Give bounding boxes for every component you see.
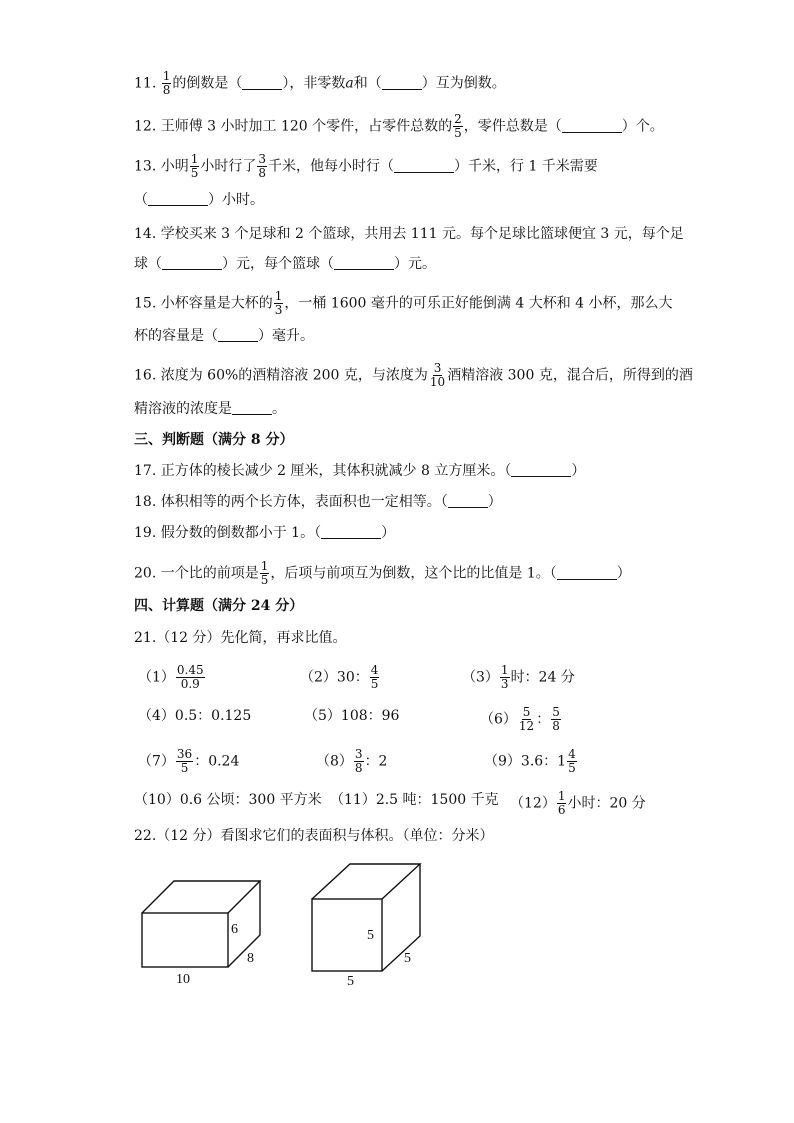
answer-blank[interactable] <box>162 255 222 270</box>
fraction: $\frac{5}{8}$ <box>552 705 560 733</box>
cuboid-figures <box>130 850 450 1000</box>
fraction: $\frac{1}{5}$ <box>260 559 269 587</box>
q21-part-5: （5）108：96 <box>304 708 400 724</box>
cuboid-1-width-label: 8 <box>247 951 254 966</box>
fraction: $\frac{1}{8}$ <box>162 69 171 97</box>
answer-blank[interactable] <box>448 493 488 508</box>
question-13-line2: （ ）小时。 <box>134 192 264 208</box>
answer-blank[interactable] <box>232 400 272 415</box>
answer-blank[interactable] <box>394 158 454 173</box>
answer-blank[interactable] <box>242 75 282 90</box>
cube-2-height-label: 5 <box>367 928 374 943</box>
fraction: $\frac{3}{8}$ <box>258 152 266 180</box>
fraction: $\frac{4}{5}$ <box>370 663 379 691</box>
question-14-line2: 球（ ）元，每个篮球（ ）元。 <box>134 256 436 272</box>
cuboid-1-top-face <box>142 881 260 913</box>
question-13: 13. 小明 $\frac{1}{5}$ 小时行了 $\frac{3}{8}$ 千米，他每小时行（ ）千米，行 1 千米需要 <box>134 152 598 180</box>
answer-blank[interactable] <box>334 255 394 270</box>
q21-part-2: （2）30： $\frac{4}{5}$ <box>300 663 379 691</box>
cube-2-side-edge <box>382 864 420 971</box>
fraction: $\frac{1}{3}$ <box>274 289 283 317</box>
fraction: $\frac{5}{12}$ <box>518 705 535 733</box>
cuboid-1-height-label: 6 <box>231 922 238 937</box>
cuboid-1-length-label: 10 <box>176 972 190 987</box>
cube-2-width-label: 5 <box>404 951 411 966</box>
fraction: $\frac{0.45}{0.9}$ <box>176 663 204 691</box>
question-11: 11. $\frac{1}{8}$ 的倒数是（ ），非零数a和（ ）互为倒数。 <box>134 69 506 97</box>
q21-part-12: （12） $\frac{1}{6}$ 小时：20 分 <box>510 789 646 817</box>
q21-part-6: （6） $\frac{5}{12}$ ： $\frac{5}{8}$ <box>480 705 560 733</box>
fraction: $\frac{3}{8}$ <box>354 747 363 775</box>
question-22-title: 22.（12 分）看图求它们的表面积与体积。（单位：分米） <box>134 828 494 844</box>
section-4-heading: 四、计算题（满分 24 分） <box>134 598 304 614</box>
q21-part-11: （11）2.5 吨：1500 千克 <box>330 792 499 808</box>
answer-blank[interactable] <box>511 462 571 477</box>
question-16-line2: 精溶液的浓度是 。 <box>134 401 286 417</box>
question-14: 14. 学校买来 3 个足球和 2 个篮球，共用去 111 元。每个足球比篮球便宜 3 元，每个足 <box>134 226 684 242</box>
question-17: 17. 正方体的棱长减少 2 厘米，其体积就减少 8 立方厘米。（ ） <box>134 463 586 479</box>
answer-blank[interactable] <box>382 75 422 90</box>
fraction: $\frac{1}{3}$ <box>500 663 509 691</box>
question-19: 19. 假分数的倒数都小于 1。（ ） <box>134 525 396 541</box>
answer-blank[interactable] <box>148 191 208 206</box>
question-20: 20. 一个比的前项是 $\frac{1}{5}$ ，后项与前项互为倒数，这个比的比值是 1。（ ） <box>134 559 631 587</box>
fraction: $\frac{36}{5}$ <box>176 747 193 775</box>
cuboid-1 <box>142 881 260 967</box>
cube-2-top-face <box>312 864 420 899</box>
q21-part-3: （3） $\frac{1}{3}$ 时：24 分 <box>462 663 575 691</box>
section-3-heading: 三、判断题（满分 8 分） <box>134 432 294 448</box>
answer-blank[interactable] <box>557 565 617 580</box>
q21-part-9: （9）3.6：1 $\frac{4}{5}$ <box>484 747 576 775</box>
answer-blank[interactable] <box>218 327 258 342</box>
q21-part-1: （1） $\frac{0.45}{0.9}$ <box>138 663 204 691</box>
cube-2-length-label: 5 <box>347 974 354 989</box>
answer-blank[interactable] <box>321 524 381 539</box>
question-15-line2: 杯的容量是（ ）毫升。 <box>134 328 314 344</box>
q21-part-7: （7） $\frac{36}{5}$ ：0.24 <box>138 747 240 775</box>
fraction: $\frac{1}{6}$ <box>557 789 566 817</box>
q21-part-10: （10）0.6 公顷：300 平方米 <box>134 792 322 808</box>
fraction: $\frac{1}{5}$ <box>190 152 199 180</box>
q21-part-4: （4）0.5：0.125 <box>138 708 252 724</box>
question-21-title: 21.（12 分）先化简，再求比值。 <box>134 630 347 646</box>
question-18: 18. 体积相等的两个长方体，表面积也一定相等。（ ） <box>134 494 502 510</box>
question-16: 16. 浓度为 60%的酒精溶液 200 克，与浓度为 $\frac{3}{10}$ 酒精溶液 300 克，混合后，所得到的酒 <box>134 361 693 389</box>
answer-blank[interactable] <box>562 118 622 133</box>
q21-part-8: （8） $\frac{3}{8}$ ：2 <box>316 747 388 775</box>
fraction: $\frac{3}{10}$ <box>429 361 446 389</box>
fraction: $\frac{2}{5}$ <box>454 112 462 140</box>
fraction: $\frac{4}{5}$ <box>568 747 576 775</box>
question-12: 12. 王师傅 3 小时加工 120 个零件，占零件总数的 $\frac{2}{5}$ ，零件总数是（ ）个。 <box>134 112 664 140</box>
question-15: 15. 小杯容量是大杯的 $\frac{1}{3}$ ，一桶 1600 毫升的可乐正好能倒满 4 大杯和 4 小杯，那么大 <box>134 289 673 317</box>
cuboid-1-front-face <box>142 913 228 967</box>
